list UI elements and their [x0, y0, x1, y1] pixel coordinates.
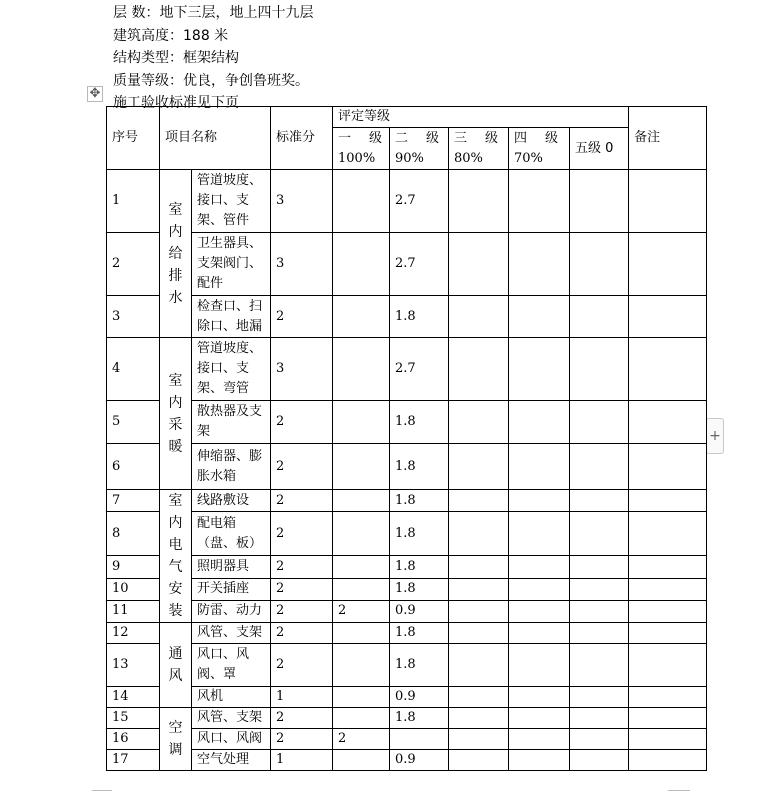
table-row: [107, 338, 707, 401]
table-row: [107, 578, 707, 600]
row-grade-2: 2.7: [390, 170, 449, 233]
row-grade-2: 0.9: [390, 687, 449, 708]
header-std: 标准分: [271, 107, 333, 170]
table-row: [107, 296, 707, 338]
row-grade-2: 1.8: [390, 490, 449, 512]
row-seq: 11: [107, 600, 160, 622]
row-grade-1: [333, 444, 390, 490]
row-grade-1: 2: [333, 600, 390, 622]
row-std: 3: [271, 233, 333, 296]
row-grade-2: 0.9: [390, 750, 449, 771]
row-item: 风口、风阀: [192, 729, 271, 750]
row-grade-2: [390, 729, 449, 750]
page-margin-mark-right: [668, 790, 690, 791]
intro-line-floors: 层 数：地下三层，地上四十九层: [113, 5, 314, 21]
group-heating: 室 内 采 暖: [160, 338, 192, 490]
table-row: [107, 623, 707, 644]
row-std: 2: [271, 556, 333, 578]
row-std: 2: [271, 708, 333, 729]
row-std: 2: [271, 401, 333, 444]
header-item: 项目名称: [160, 107, 271, 170]
header-grade-4: 四 级 70%: [509, 128, 570, 170]
intro-line-standard: 施工验收标准见下页: [113, 95, 239, 111]
row-seq: 13: [107, 644, 160, 687]
intro-line-quality: 质量等级：优良，争创鲁班奖。: [113, 72, 309, 89]
row-item: 管道坡度、接口、支架、管件: [192, 170, 271, 233]
row-seq: 15: [107, 708, 160, 729]
row-grade-1: [333, 401, 390, 444]
table-row: [107, 729, 707, 750]
row-grade-1: [333, 233, 390, 296]
row-std: 2: [271, 578, 333, 600]
row-item: 配电箱（盘、板）: [192, 512, 271, 556]
row-grade-2: 2.7: [390, 233, 449, 296]
row-seq: 12: [107, 623, 160, 644]
intro-line-height: 建筑高度：188 米: [113, 27, 229, 44]
row-std: 2: [271, 444, 333, 490]
row-grade-1: [333, 687, 390, 708]
group-air-conditioning: 空 调: [160, 708, 192, 771]
row-grade-1: [333, 338, 390, 401]
row-grade-2: 0.9: [390, 600, 449, 622]
header-grade-3: 三 级 80%: [449, 128, 509, 170]
row-item: 管道坡度、接口、支架、弯管: [192, 338, 271, 401]
row-seq: 3: [107, 296, 160, 338]
row-item: 检查口、扫除口、地漏: [192, 296, 271, 338]
row-grade-1: [333, 512, 390, 556]
header-note: 备注: [629, 107, 707, 170]
row-seq: 6: [107, 444, 160, 490]
row-item: 风机: [192, 687, 271, 708]
acceptance-table: [106, 106, 707, 771]
row-grade-1: [333, 623, 390, 644]
row-seq: 9: [107, 556, 160, 578]
row-item: 线路敷设: [192, 490, 271, 512]
header-seq: 序号: [107, 107, 160, 170]
table-move-icon[interactable]: ✥: [87, 86, 103, 102]
row-grade-2: 1.8: [390, 623, 449, 644]
row-std: 1: [271, 750, 333, 771]
row-item: 卫生器具、支架阀门、配件: [192, 233, 271, 296]
row-std: 2: [271, 729, 333, 750]
header-grade-2: 二 级 90%: [390, 128, 449, 170]
row-grade-1: [333, 644, 390, 687]
row-seq: 14: [107, 687, 160, 708]
header-grade-5: 五级 0: [570, 128, 629, 170]
table-row: [107, 401, 707, 444]
group-ventilation: 通 风: [160, 623, 192, 708]
row-seq: 7: [107, 490, 160, 512]
row-std: 2: [271, 600, 333, 622]
row-std: 3: [271, 338, 333, 401]
row-item: 开关插座: [192, 578, 271, 600]
row-item: 防雷、动力: [192, 600, 271, 622]
table-row: [107, 600, 707, 622]
page-margin-mark-left: [92, 790, 112, 791]
row-grade-1: [333, 578, 390, 600]
row-grade-2: 1.8: [390, 708, 449, 729]
table-row: [107, 708, 707, 729]
header-eval: 评定等级: [333, 107, 629, 128]
table-row: [107, 444, 707, 490]
row-item: 照明器具: [192, 556, 271, 578]
row-grade-2: 1.8: [390, 556, 449, 578]
table-row: [107, 644, 707, 687]
group-electrical: 室 内 电 气 安 装: [160, 490, 192, 623]
table-row: [107, 687, 707, 708]
row-seq: 17: [107, 750, 160, 771]
table-row: [107, 490, 707, 512]
row-seq: 2: [107, 233, 160, 296]
row-std: 3: [271, 170, 333, 233]
table-row: [107, 170, 707, 233]
row-grade-1: [333, 490, 390, 512]
row-std: 2: [271, 623, 333, 644]
row-grade-2: 1.8: [390, 644, 449, 687]
row-std: 2: [271, 296, 333, 338]
row-std: 2: [271, 512, 333, 556]
row-grade-1: [333, 170, 390, 233]
row-grade-2: 1.8: [390, 578, 449, 600]
table-row: [107, 750, 707, 771]
row-std: 2: [271, 490, 333, 512]
row-seq: 10: [107, 578, 160, 600]
intro-line-structure: 结构类型：框架结构: [113, 50, 239, 66]
row-seq: 8: [107, 512, 160, 556]
row-item: 空气处理: [192, 750, 271, 771]
row-grade-1: 2: [333, 729, 390, 750]
group-plumbing: 室 内 给 排 水: [160, 170, 192, 338]
row-grade-1: [333, 708, 390, 729]
row-seq: 5: [107, 401, 160, 444]
row-grade-2: 1.8: [390, 512, 449, 556]
row-grade-2: 1.8: [390, 401, 449, 444]
row-seq: 16: [107, 729, 160, 750]
row-item: 伸缩器、膨胀水箱: [192, 444, 271, 490]
row-grade-1: [333, 750, 390, 771]
row-std: 2: [271, 644, 333, 687]
table-row: [107, 556, 707, 578]
row-std: 1: [271, 687, 333, 708]
row-grade-2: 1.8: [390, 444, 449, 490]
row-item: 风管、支架: [192, 623, 271, 644]
row-grade-2: 1.8: [390, 296, 449, 338]
row-item: 风口、风阀、罩: [192, 644, 271, 687]
row-grade-1: [333, 556, 390, 578]
row-seq: 1: [107, 170, 160, 233]
table-row: [107, 512, 707, 556]
table-row: [107, 233, 707, 296]
row-grade-2: 2.7: [390, 338, 449, 401]
row-item: 散热器及支架: [192, 401, 271, 444]
intro-text: [113, 2, 313, 115]
row-seq: 4: [107, 338, 160, 401]
row-grade-1: [333, 296, 390, 338]
add-column-plus-icon[interactable]: +: [706, 418, 724, 454]
row-item: 风管、支架: [192, 708, 271, 729]
header-grade-1: 一 级 100%: [333, 128, 390, 170]
